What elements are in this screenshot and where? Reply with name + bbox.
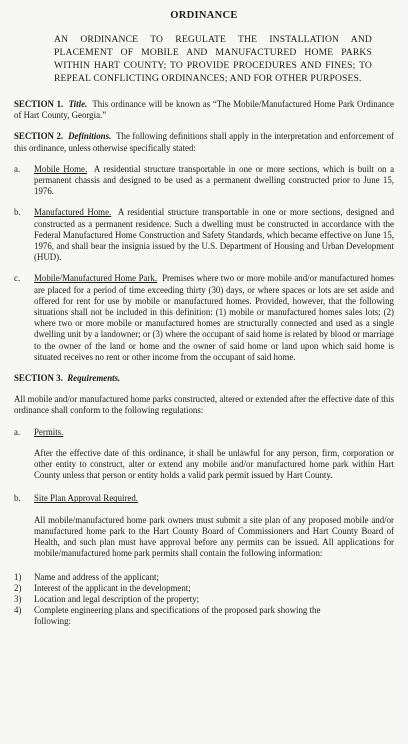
section-2-text: The following definitions shall apply in the interpretation and enforcement of this ordinance, unless otherwise specifically stated: [14,131,394,153]
section-1 [14,99,394,121]
subsection-a-term: Permits. [34,426,64,437]
definition-text: Premises where two or more mobile and/or manufactured homes are placed for a period of time exceeding thirty (30) days, or where spaces or lots are set aside and offered for rent for use by mobile or manufactured homes. Provided, however, that the following situations shall not be included in this definition: (1) mobile or manufactured homes sales lots; (2) where two or more mobile or manufactured homes are structurally connected and used as a single dwelling unit by a landowner; or (3) where the occupant of said home is related by blood or marriage to the owner of the land or home and the owner of said home or land upon which said home is situated receives no rent or other income from the occupant of said home. [34,273,394,362]
list-number: 2) [14,582,22,593]
section-1-heading: SECTION 1. [14,99,64,109]
list-number: 4) [14,604,22,615]
list-item [14,594,394,605]
list-text: Name and address of the applicant; [34,571,159,582]
subsection-b-text: All mobile/manufactured home park owners must submit a site plan of any proposed mobile and/or manufactured home park to the Hart County Board of Commissioners and Hart County Board of Health, and such plan must have approval before any permits can be issued. All applications for mobile/manufactured home park permits shall contain the following information: [34,514,394,559]
definition-item [14,207,394,263]
list-item [14,583,394,594]
item-marker: c. [14,273,21,284]
item-marker: a. [14,426,21,437]
subsection-a [14,427,394,438]
section-1-title: Title. [68,99,88,109]
list-item [14,572,394,583]
definition-item [14,164,394,198]
list-continuation: following: [34,615,71,626]
definition-term: Manufactured Home. [34,207,112,218]
item-marker: b. [14,207,21,218]
section-2-title: Definitions. [68,131,112,142]
page-title: ORDINANCE [170,10,238,21]
definition-term: Mobile Home. [34,163,88,174]
definition-item [14,273,394,363]
section-3-header [14,373,394,384]
section-3-text: All mobile and/or manufactured home parks constructed, altered or extended after the effective date of this ordinance shall conform to the following regulations: [14,394,394,416]
section-2-heading: SECTION 2. [14,131,64,142]
item-marker: a. [14,163,21,174]
application-requirements-list [14,572,394,627]
subsection-b-term: Site Plan Approval Required. [34,493,139,504]
section-1-text: This ordinance will be known as “The Mobile/Manufactured Home Park Ordinance of Hart County, Georgia.” [14,99,394,121]
list-number: 1) [14,571,22,582]
list-text: Interest of the applicant in the development; [34,582,191,593]
ordinance-preamble: AN ORDINANCE TO REGULATE THE INSTALLATION AND PLACEMENT OF MOBILE AND MANUFACTURED HOME PARKS WITHIN HART COUNTY; TO PROVIDE PROCEDURES AND FINES; TO REPEAL CONFLICTING ORDINANCES; AND FOR OTHER PURPOSES. [54,34,372,84]
subsection-a-text: After the effective date of this ordinance, it shall be unlawful for any person, firm, corporation or other entity to construct, alter or extend any mobile and/or manufactured home park within Hart County unless that person or entity holds a valid park permit issued by Hart County. [34,447,394,481]
definition-term: Mobile/Manufactured Home Park. [34,273,158,284]
list-text: Location and legal description of the property; [34,593,200,604]
section-3-heading: SECTION 3. [14,373,63,384]
item-marker: b. [14,493,21,504]
subsection-b [14,493,394,504]
definition-text: A residential structure transportable in one or more sections, designed and constructed as a permanent residence. Such a dwelling must be constructed in accordance with the Federal Manufactured Home Construction and Safety Standards, which became effective on June 15, 1976, and shall bear the insignia issued by the U.S. Department of Housing and Urban Development (HUD). [34,207,395,263]
list-text: Complete engineering plans and specifications of the proposed park showing the [34,604,321,615]
definition-text: A residential structure transportable in one or more sections, which is built on a permanent chassis and designed to be used as a permanent dwelling constructed prior to June 15, 1976. [34,163,395,197]
section-2 [14,131,394,153]
list-number: 3) [14,593,22,604]
section-3-title: Requirements. [67,373,121,384]
list-item [14,605,394,616]
